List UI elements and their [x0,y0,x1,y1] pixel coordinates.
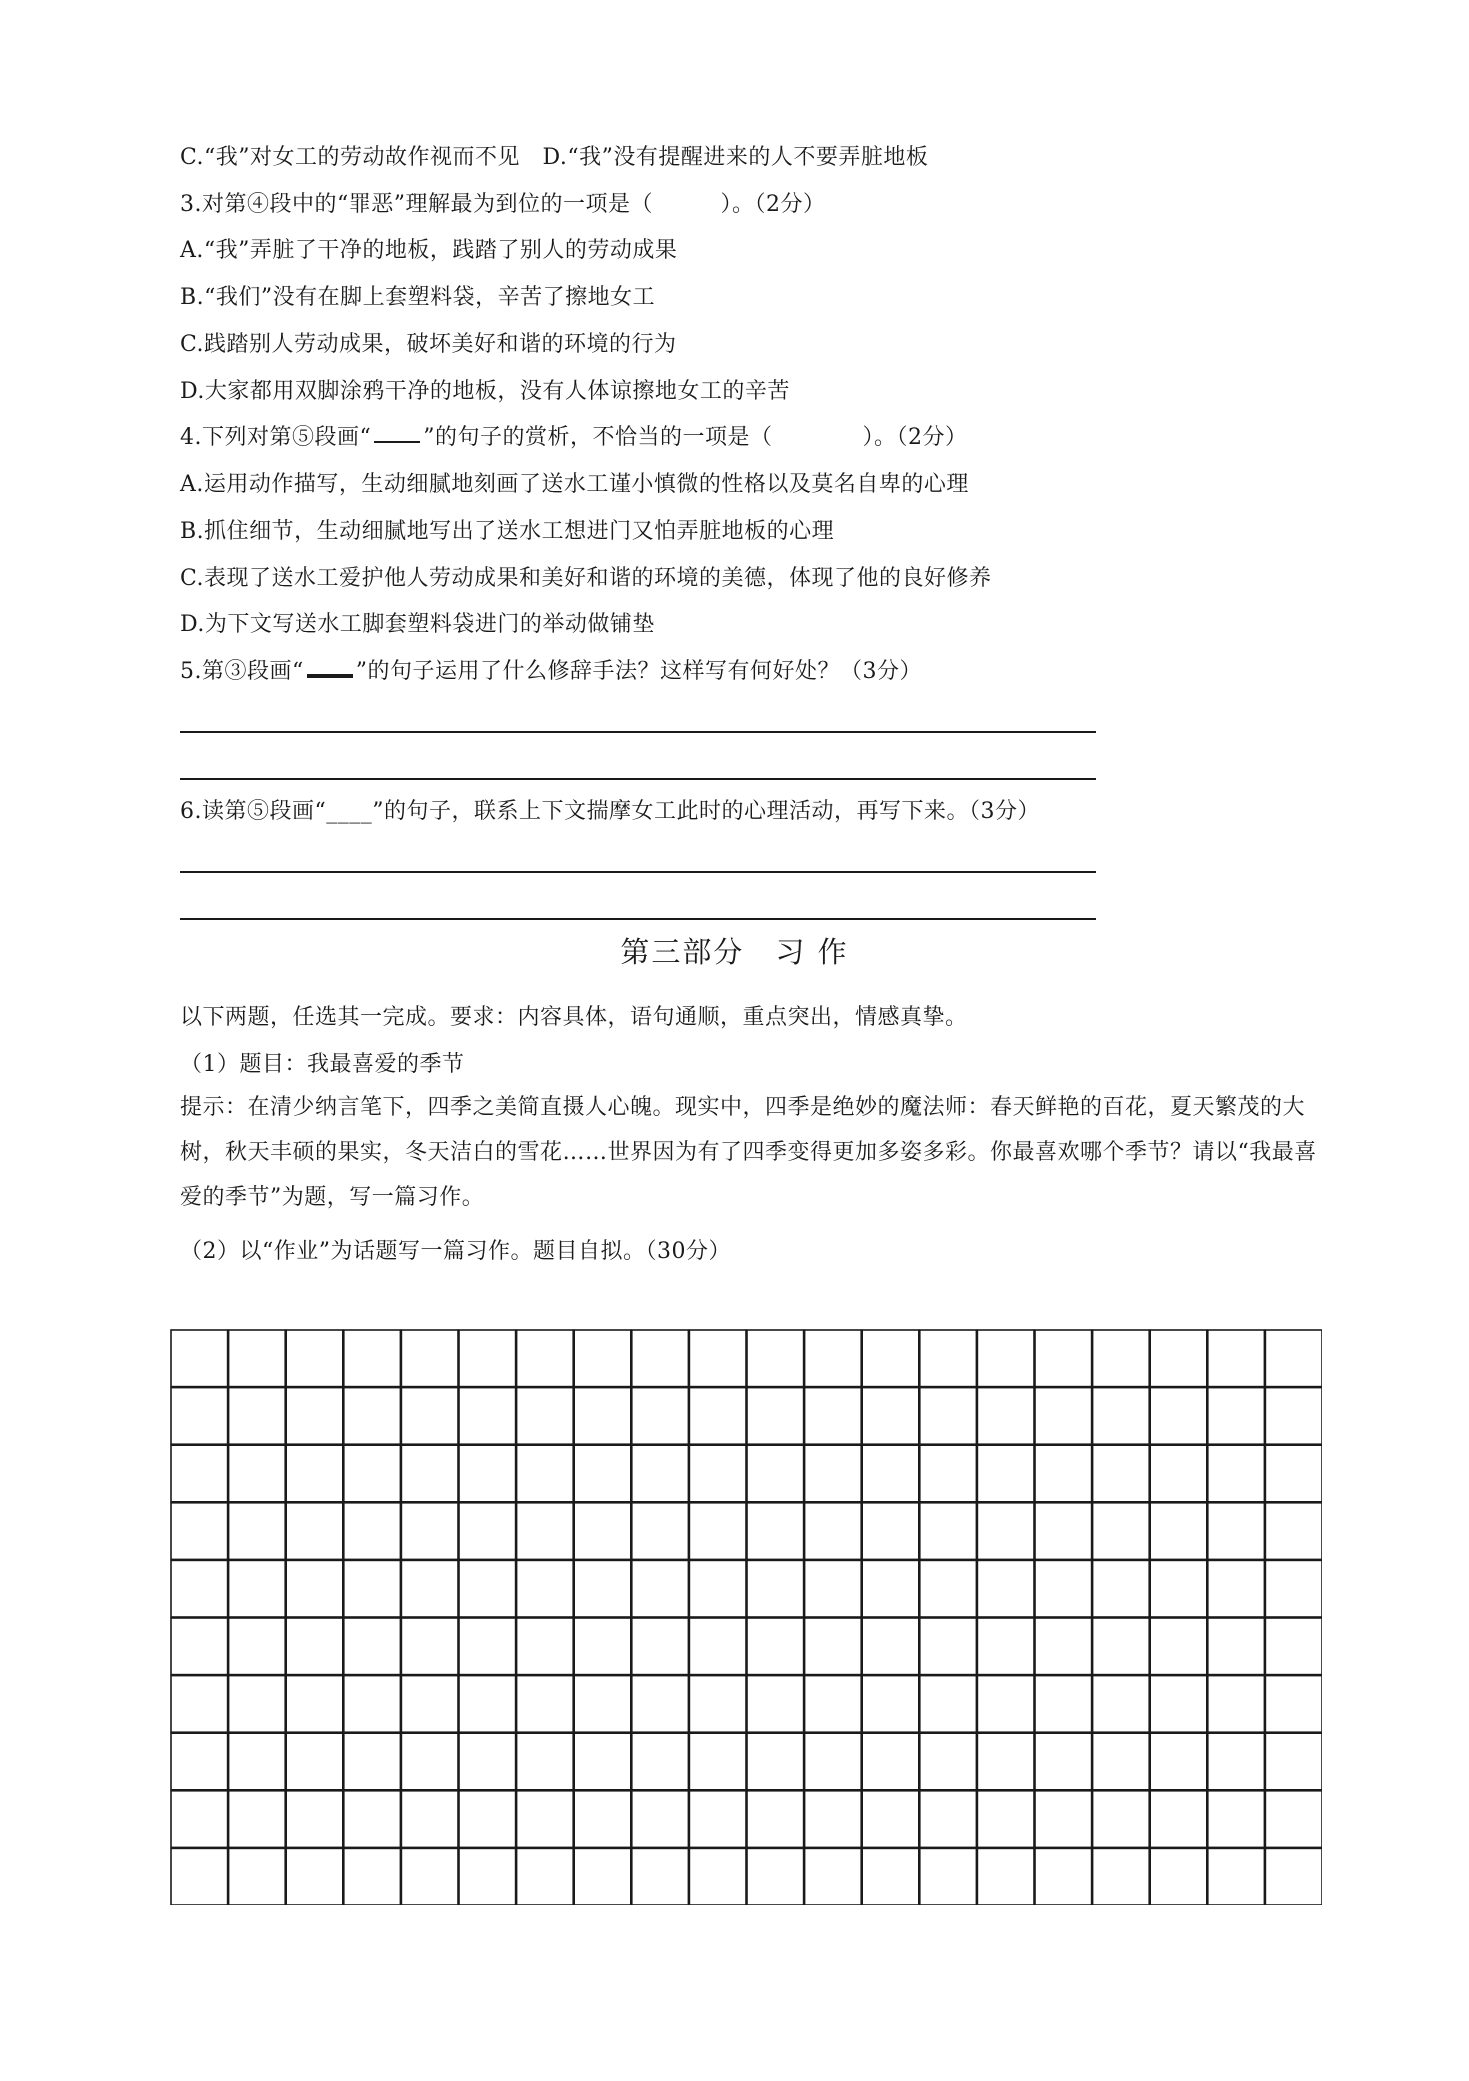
grid-cell[interactable] [1093,1733,1150,1790]
q5-stem-after: ”的句子运用了什么修辞手法？这样写有何好处？（3分） [355,659,922,684]
grid-cell[interactable] [1208,1330,1265,1387]
grid-cell[interactable] [1265,1791,1322,1848]
grid-cell[interactable] [1150,1791,1207,1848]
grid-cell[interactable] [401,1445,458,1502]
grid-cell[interactable] [1093,1676,1150,1733]
grid-cell[interactable] [747,1848,804,1905]
grid-cell[interactable] [1150,1560,1207,1617]
grid-cell[interactable] [229,1388,286,1445]
grid-cell[interactable] [574,1618,631,1675]
grid-cell[interactable] [632,1445,689,1502]
grid-cell[interactable] [920,1445,977,1502]
grid-cell[interactable] [920,1618,977,1675]
q4-option-a[interactable]: A.运用动作描写，生动细腻地刻画了送水工谨小慎微的性格以及莫名自卑的心理 [180,472,969,497]
q5-answer-line-1[interactable] [180,731,1096,733]
grid-cell[interactable] [574,1330,631,1387]
grid-cell[interactable] [920,1733,977,1790]
grid-cell[interactable] [689,1676,746,1733]
grid-cell[interactable] [689,1618,746,1675]
grid-cell[interactable] [459,1445,516,1502]
grid-cell[interactable] [747,1733,804,1790]
grid-cell[interactable] [401,1848,458,1905]
grid-cell[interactable] [1035,1618,1092,1675]
grid-cell[interactable] [805,1330,862,1387]
grid-cell[interactable] [805,1388,862,1445]
grid-cell[interactable] [977,1560,1034,1617]
grid-cell[interactable] [920,1848,977,1905]
grid-cell[interactable] [632,1330,689,1387]
part3-requirement: 以下两题，任选其一完成。要求：内容具体，语句通顺，重点突出，情感真挚。 [180,1005,968,1030]
grid-cell[interactable] [1150,1733,1207,1790]
grid-cell[interactable] [286,1388,343,1445]
q3-option-b[interactable]: B.“我们”没有在脚上套塑料袋，辛苦了擦地女工 [180,285,656,310]
grid-cell[interactable] [286,1848,343,1905]
grid-cell[interactable] [689,1848,746,1905]
grid-cell[interactable] [1093,1618,1150,1675]
grid-cell[interactable] [1093,1848,1150,1905]
grid-cell[interactable] [977,1503,1034,1560]
writing-grid[interactable] [170,1329,1322,1905]
grid-cell[interactable] [459,1503,516,1560]
grid-cell[interactable] [1265,1560,1322,1617]
grid-cell[interactable] [1265,1618,1322,1675]
q6-answer-line-2[interactable] [180,918,1096,920]
grid-cell[interactable] [1035,1330,1092,1387]
grid-cell[interactable] [1150,1445,1207,1502]
grid-cell[interactable] [805,1791,862,1848]
q6-answer-line-1[interactable] [180,871,1096,873]
grid-cell[interactable] [1093,1503,1150,1560]
grid-cell[interactable] [574,1791,631,1848]
grid-cell[interactable] [344,1791,401,1848]
part3-topic1: （1）题目：我最喜爱的季节 [180,1052,465,1077]
grid-cell[interactable] [1035,1733,1092,1790]
q4-option-d[interactable]: D.为下文写送水工脚套塑料袋进门的举动做铺垫 [180,612,655,637]
grid-cell[interactable] [632,1560,689,1617]
grid-cell[interactable] [517,1330,574,1387]
grid-cell[interactable] [459,1388,516,1445]
grid-cell[interactable] [747,1445,804,1502]
grid-cell[interactable] [977,1388,1034,1445]
grid-cell[interactable] [805,1445,862,1502]
grid-cell[interactable] [977,1791,1034,1848]
grid-cell[interactable] [401,1503,458,1560]
grid-cell[interactable] [459,1733,516,1790]
grid-cell[interactable] [1035,1791,1092,1848]
grid-cell[interactable] [977,1445,1034,1502]
grid-cell[interactable] [459,1330,516,1387]
grid-cell[interactable] [1150,1388,1207,1445]
grid-cell[interactable] [862,1618,919,1675]
grid-cell[interactable] [229,1733,286,1790]
grid-cell[interactable] [401,1676,458,1733]
grid-cell[interactable] [459,1791,516,1848]
grid-cell[interactable] [1150,1618,1207,1675]
part3-title: 第三部分 习 作 [620,935,849,969]
grid-cell[interactable] [1208,1791,1265,1848]
grid-cell[interactable] [401,1330,458,1387]
grid-cell[interactable] [632,1388,689,1445]
grid-cell[interactable] [1150,1848,1207,1905]
q6-stem: 6.读第⑤段画“____”的句子，联系上下文揣摩女工此时的心理活动，再写下来。（3分） [180,799,1040,824]
grid-cell[interactable] [286,1503,343,1560]
grid-cell[interactable] [862,1388,919,1445]
grid-cell[interactable] [1265,1848,1322,1905]
q3-option-c[interactable]: C.践踏别人劳动成果，破坏美好和谐的环境的行为 [180,332,677,357]
grid-cell[interactable] [574,1388,631,1445]
grid-cell[interactable] [1093,1388,1150,1445]
grid-cell[interactable] [229,1445,286,1502]
grid-cell[interactable] [1265,1503,1322,1560]
grid-cell[interactable] [1035,1848,1092,1905]
grid-cell[interactable] [171,1618,228,1675]
grid-cell[interactable] [229,1503,286,1560]
grid-cell[interactable] [286,1445,343,1502]
grid-cell[interactable] [286,1676,343,1733]
grid-cell[interactable] [1265,1445,1322,1502]
grid-cell[interactable] [689,1560,746,1617]
grid-cell[interactable] [689,1330,746,1387]
grid-cell[interactable] [517,1560,574,1617]
grid-cell[interactable] [459,1848,516,1905]
grid-cell[interactable] [1093,1791,1150,1848]
grid-cell[interactable] [344,1445,401,1502]
grid-cell[interactable] [401,1618,458,1675]
grid-cell[interactable] [747,1618,804,1675]
grid-cell[interactable] [862,1676,919,1733]
grid-cell[interactable] [171,1560,228,1617]
grid-cell[interactable] [632,1733,689,1790]
q5-answer-line-2[interactable] [180,778,1096,780]
grid-cell[interactable] [862,1848,919,1905]
grid-cell[interactable] [747,1503,804,1560]
grid-cell[interactable] [920,1791,977,1848]
grid-cell[interactable] [805,1560,862,1617]
grid-cell[interactable] [1208,1848,1265,1905]
grid-cell[interactable] [229,1618,286,1675]
grid-cell[interactable] [862,1560,919,1617]
grid-cell[interactable] [401,1388,458,1445]
grid-cell[interactable] [574,1676,631,1733]
grid-cell[interactable] [517,1676,574,1733]
grid-cell[interactable] [459,1618,516,1675]
q4-stem-after: ”的句子的赏析，不恰当的一项是（ ）。（2分） [423,425,968,450]
grid-cell[interactable] [286,1618,343,1675]
q2-options-cd: C.“我”对女工的劳动故作视而不见 D.“我”没有提醒进来的人不要弄脏地板 [180,145,929,170]
grid-cell[interactable] [1208,1388,1265,1445]
q3-option-a[interactable]: A.“我”弄脏了干净的地板，践踏了别人的劳动成果 [180,238,678,263]
grid-cell[interactable] [517,1618,574,1675]
grid-cell[interactable] [401,1733,458,1790]
grid-cell[interactable] [632,1618,689,1675]
grid-cell[interactable] [344,1388,401,1445]
grid-cell[interactable] [229,1791,286,1848]
grid-cell[interactable] [747,1791,804,1848]
grid-cell[interactable] [229,1560,286,1617]
grid-cell[interactable] [1150,1676,1207,1733]
grid-cell[interactable] [1265,1733,1322,1790]
grid-cell[interactable] [747,1388,804,1445]
grid-cell[interactable] [1035,1503,1092,1560]
grid-cell[interactable] [1265,1330,1322,1387]
grid-cell[interactable] [920,1560,977,1617]
grid-cell[interactable] [171,1503,228,1560]
grid-cell[interactable] [459,1560,516,1617]
grid-cell[interactable] [401,1560,458,1617]
grid-cell[interactable] [1035,1560,1092,1617]
grid-cell[interactable] [344,1330,401,1387]
grid-cell[interactable] [517,1848,574,1905]
grid-cell[interactable] [574,1560,631,1617]
grid-cell[interactable] [171,1388,228,1445]
grid-cell[interactable] [1093,1560,1150,1617]
grid-cell[interactable] [862,1330,919,1387]
grid-cell[interactable] [574,1733,631,1790]
q4-option-c[interactable]: C.表现了送水工爱护他人劳动成果和美好和谐的环境的美德，体现了他的良好修养 [180,566,992,591]
grid-cell[interactable] [286,1791,343,1848]
grid-cell[interactable] [1208,1618,1265,1675]
grid-cell[interactable] [517,1445,574,1502]
grid-cell[interactable] [689,1733,746,1790]
grid-cell[interactable] [459,1676,516,1733]
grid-cell[interactable] [977,1733,1034,1790]
grid-cell[interactable] [574,1848,631,1905]
grid-cell[interactable] [977,1618,1034,1675]
grid-cell[interactable] [517,1503,574,1560]
part3-topic2: （2）以“作业”为话题写一篇习作。题目自拟。（30分） [180,1239,731,1264]
grid-cell[interactable] [517,1733,574,1790]
grid-cell[interactable] [1208,1733,1265,1790]
grid-cell[interactable] [632,1791,689,1848]
grid-cell[interactable] [632,1848,689,1905]
grid-cell[interactable] [344,1618,401,1675]
grid-cell[interactable] [862,1791,919,1848]
grid-cell[interactable] [344,1848,401,1905]
grid-cell[interactable] [805,1676,862,1733]
q4-stem-before: 4.下列对第⑤段画“ [180,425,372,450]
grid-cell[interactable] [286,1330,343,1387]
grid-cell[interactable] [574,1503,631,1560]
grid-cell[interactable] [401,1791,458,1848]
grid-cell[interactable] [344,1560,401,1617]
grid-cell[interactable] [1093,1445,1150,1502]
grid-cell[interactable] [1093,1330,1150,1387]
grid-cell[interactable] [1150,1330,1207,1387]
grid-cell[interactable] [747,1676,804,1733]
grid-cell[interactable] [344,1503,401,1560]
grid-cell[interactable] [344,1733,401,1790]
grid-cell[interactable] [1035,1388,1092,1445]
grid-cell[interactable] [632,1676,689,1733]
grid-cell[interactable] [229,1330,286,1387]
q3-stem: 3.对第④段中的“罪恶”理解最为到位的一项是（ ）。（2分） [180,192,826,217]
grid-cell[interactable] [574,1445,631,1502]
grid-cell[interactable] [286,1733,343,1790]
underline-mark [374,441,420,443]
grid-cell[interactable] [805,1848,862,1905]
grid-cell[interactable] [689,1445,746,1502]
grid-cell[interactable] [747,1560,804,1617]
grid-cell[interactable] [920,1330,977,1387]
grid-cell[interactable] [171,1848,228,1905]
grid-cell[interactable] [977,1676,1034,1733]
q4-stem [180,423,968,453]
grid-cell[interactable] [171,1676,228,1733]
grid-cell[interactable] [920,1503,977,1560]
grid-cell[interactable] [171,1445,228,1502]
grid-cell[interactable] [1150,1503,1207,1560]
grid-cell[interactable] [1035,1676,1092,1733]
grid-cell[interactable] [517,1388,574,1445]
grid-cell[interactable] [689,1791,746,1848]
q5-stem [180,657,922,687]
q5-stem-before: 5.第③段画“ [180,659,304,684]
grid-cell[interactable] [805,1733,862,1790]
grid-cell[interactable] [344,1676,401,1733]
grid-cell[interactable] [1208,1503,1265,1560]
grid-cell[interactable] [517,1791,574,1848]
grid-cell[interactable] [862,1733,919,1790]
grid-cell[interactable] [171,1733,228,1790]
grid-cell[interactable] [920,1388,977,1445]
grid-cell[interactable] [286,1560,343,1617]
grid-cell[interactable] [229,1676,286,1733]
grid-cell[interactable] [977,1330,1034,1387]
grid-cell[interactable] [1208,1560,1265,1617]
grid-cell[interactable] [805,1618,862,1675]
q4-option-b[interactable]: B.抓住细节，生动细腻地写出了送水工想进门又怕弄脏地板的心理 [180,519,835,544]
grid-cell[interactable] [689,1503,746,1560]
grid-cell[interactable] [977,1848,1034,1905]
grid-cell[interactable] [1265,1676,1322,1733]
grid-cell[interactable] [1208,1676,1265,1733]
grid-cell[interactable] [171,1791,228,1848]
grid-cell[interactable] [1035,1445,1092,1502]
grid-cell[interactable] [689,1388,746,1445]
grid-cell[interactable] [747,1330,804,1387]
grid-cell[interactable] [1208,1445,1265,1502]
q3-option-d[interactable]: D.大家都用双脚涂鸦干净的地板，没有人体谅擦地女工的辛苦 [180,379,790,404]
grid-cell[interactable] [862,1445,919,1502]
grid-cell[interactable] [1265,1388,1322,1445]
grid-cell[interactable] [805,1503,862,1560]
grid-cell[interactable] [171,1330,228,1387]
grid-cell[interactable] [862,1503,919,1560]
part3-hint: 提示：在清少纳言笔下，四季之美简直摄人心魄。现实中，四季是绝妙的魔法师：春天鲜艳的百花，夏天繁茂的大树，秋天丰硕的果实，冬天洁白的雪花……世界因为有了四季变得更加多姿多彩。你最喜欢哪个季节？请以“我最喜爱的季节”为题，写一篇习作。 [180,1095,1317,1210]
underline-mark [307,674,353,678]
grid-cell[interactable] [632,1503,689,1560]
grid-cell[interactable] [920,1676,977,1733]
grid-cell[interactable] [229,1848,286,1905]
